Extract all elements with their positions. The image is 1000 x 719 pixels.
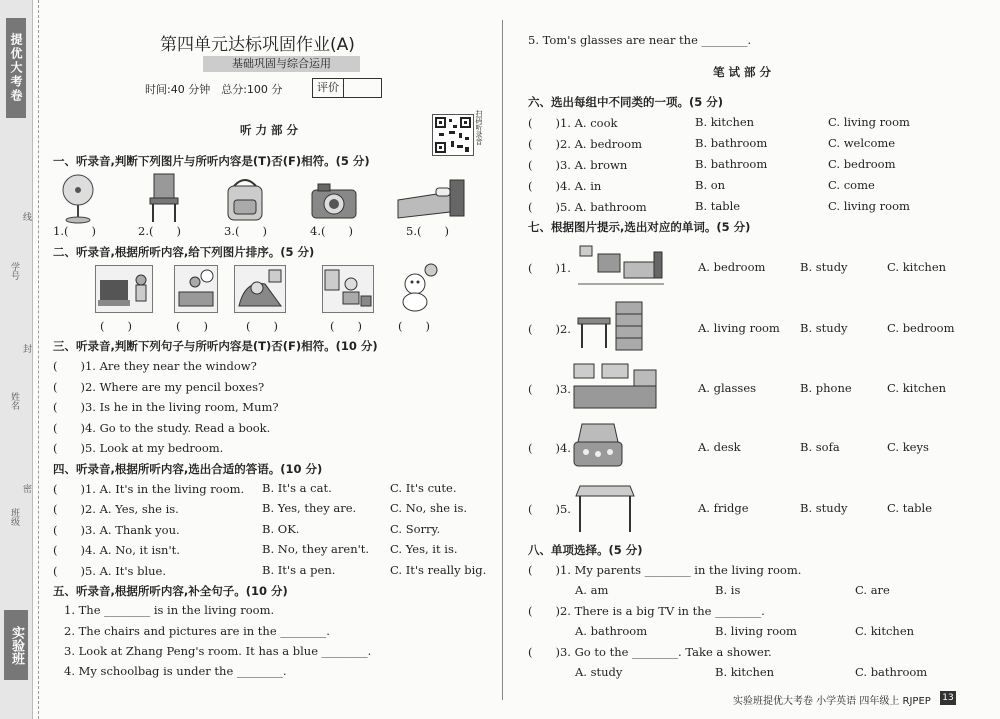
s7-row-1-q[interactable]: ( )1. <box>528 261 571 275</box>
s4-row-1-b[interactable]: B. It's a cat. <box>262 481 332 495</box>
evaluation-box <box>312 78 382 98</box>
section-8-title: 八、单项选择。(5 分) <box>528 543 643 557</box>
time-score-info: 时间:40 分钟 总分:100 分 <box>145 83 283 96</box>
s3-item-3[interactable]: ( )3. Is he in the living room, Mum? <box>53 400 279 414</box>
listening-heading: 听 力 部 分 <box>240 123 299 137</box>
s5-item-5[interactable]: 5. Tom's glasses are near the ________. <box>528 33 752 47</box>
s7-row-3-b[interactable]: B. phone <box>800 381 852 395</box>
s6-row-5-b[interactable]: B. table <box>695 199 741 213</box>
s7-row-1-a[interactable]: A. bedroom <box>698 260 766 274</box>
fan-icon <box>58 172 98 224</box>
s8-row-2-b[interactable]: B. living room <box>715 624 797 638</box>
kitchen-picture <box>572 360 658 412</box>
s1-item-3[interactable]: 3.( ) <box>224 224 267 238</box>
s3-item-4[interactable]: ( )4. Go to the study. Read a book. <box>53 421 271 435</box>
footer-text: 实验班提优大考卷 小学英语 四年级上 RJPEP <box>733 696 931 707</box>
written-heading: 笔 试 部 分 <box>713 65 772 79</box>
s4-row-3-c[interactable]: C. Sorry. <box>390 522 441 536</box>
s1-item-1[interactable]: 1.( ) <box>53 224 96 238</box>
s6-row-3-b[interactable]: B. bathroom <box>695 157 768 171</box>
student-number-field: 学号 <box>9 262 19 280</box>
qr-code-icon[interactable] <box>432 114 474 156</box>
s6-row-2-c[interactable]: C. welcome <box>828 136 896 150</box>
s4-row-2-a[interactable]: ( )2. A. Yes, she is. <box>53 502 179 516</box>
s1-item-5[interactable]: 5.( ) <box>406 224 449 238</box>
s4-row-5-b[interactable]: B. It's a pen. <box>262 563 336 577</box>
eval-label: 评价 <box>313 79 344 97</box>
s8-row-1-c[interactable]: C. are <box>855 583 890 597</box>
section-5-title: 五、听录音,根据所听内容,补全句子。(10 分) <box>53 584 288 598</box>
s7-row-5-b[interactable]: B. study <box>800 501 848 515</box>
s5-item-4[interactable]: 4. My schoolbag is under the ________. <box>64 664 287 678</box>
bedroom-picture <box>578 240 664 296</box>
s4-row-2-b[interactable]: B. Yes, they are. <box>262 501 357 515</box>
s1-item-2[interactable]: 2.( ) <box>138 224 181 238</box>
s3-item-2[interactable]: ( )2. Where are my pencil boxes? <box>53 380 265 394</box>
s6-row-4-b[interactable]: B. on <box>695 178 726 192</box>
s6-row-5-a[interactable]: ( )5. A. bathroom <box>528 200 647 214</box>
watching-tv-picture <box>95 265 153 313</box>
s7-row-4-b[interactable]: B. sofa <box>800 440 840 454</box>
s6-row-5-c[interactable]: C. living room <box>828 199 910 213</box>
s7-row-4-a[interactable]: A. desk <box>698 440 741 454</box>
s6-row-1-b[interactable]: B. kitchen <box>695 115 755 129</box>
section-6-title: 六、选出每组中不同类的一项。(5 分) <box>528 95 724 109</box>
s4-row-1-a[interactable]: ( )1. A. It's in the living room. <box>53 482 245 496</box>
s3-item-5[interactable]: ( )5. Look at my bedroom. <box>53 441 224 455</box>
s7-row-2-q[interactable]: ( )2. <box>528 322 571 336</box>
s6-row-3-c[interactable]: C. bedroom <box>828 157 896 171</box>
s6-row-1-a[interactable]: ( )1. A. cook <box>528 116 618 130</box>
s6-row-2-a[interactable]: ( )2. A. bedroom <box>528 137 642 151</box>
s7-row-3-c[interactable]: C. kitchen <box>887 381 947 395</box>
doing-homework-picture <box>174 265 218 313</box>
s2-item-2[interactable]: ( ) <box>176 319 208 333</box>
s4-row-1-c[interactable]: C. It's cute. <box>390 481 457 495</box>
study-picture <box>574 298 646 354</box>
section-7-title: 七、根据图片提示,选出对应的单词。(5 分) <box>528 220 751 234</box>
s7-row-5-q[interactable]: ( )5. <box>528 502 571 516</box>
seal-mark-seal: 封 <box>21 344 31 353</box>
section-3-title: 三、听录音,判断下列句子与所听内容是(T)否(F)相符。(10 分) <box>53 339 378 353</box>
cartoon-dog-picture <box>395 262 443 314</box>
s7-row-5-a[interactable]: A. fridge <box>698 501 749 515</box>
section-2-title: 二、听录音,根据所听内容,给下列图片排序。(5 分) <box>53 245 315 259</box>
chair-icon <box>146 172 182 224</box>
s7-row-2-a[interactable]: A. living room <box>698 321 780 335</box>
brand-logo-top: 提优大考卷 <box>6 18 26 118</box>
s7-row-3-q[interactable]: ( )3. <box>528 382 571 396</box>
s8-row-2-c[interactable]: C. kitchen <box>855 624 915 638</box>
student-name-field: 姓名 <box>9 392 19 410</box>
s5-item-1[interactable]: 1. The ________ is in the living room. <box>64 603 275 617</box>
s2-item-3[interactable]: ( ) <box>246 319 278 333</box>
s4-row-2-c[interactable]: C. No, she is. <box>390 501 468 515</box>
s1-item-4[interactable]: 4.( ) <box>310 224 353 238</box>
s4-row-4-a[interactable]: ( )4. A. No, it isn't. <box>53 543 180 557</box>
qr-caption: 扫码听录音 <box>475 110 483 145</box>
s5-item-2[interactable]: 2. The chairs and pictures are in the ________. <box>64 624 330 638</box>
s4-row-5-c[interactable]: C. It's really big. <box>390 563 487 577</box>
schoolbag-icon <box>224 174 266 222</box>
s4-row-3-a[interactable]: ( )3. A. Thank you. <box>53 523 180 537</box>
s2-item-4[interactable]: ( ) <box>330 319 362 333</box>
worksheet-title: 第四单元达标巩固作业(A) <box>160 35 355 55</box>
s6-row-4-a[interactable]: ( )4. A. in <box>528 179 602 193</box>
page-number: 13 <box>940 691 956 705</box>
s4-row-4-b[interactable]: B. No, they aren't. <box>262 542 370 556</box>
s8-row-1-a[interactable]: A. am <box>575 583 609 597</box>
s8-row-3-c[interactable]: C. bathroom <box>855 665 928 679</box>
s6-row-2-b[interactable]: B. bathroom <box>695 136 768 150</box>
section-4-title: 四、听录音,根据所听内容,选出合适的答语。(10 分) <box>53 462 323 476</box>
s8-row-2-a[interactable]: A. bathroom <box>575 624 648 638</box>
s7-row-1-b[interactable]: B. study <box>800 260 848 274</box>
s7-row-2-c[interactable]: C. bedroom <box>887 321 955 335</box>
s4-row-4-c[interactable]: C. Yes, it is. <box>390 542 458 556</box>
column-divider <box>502 20 503 700</box>
s4-row-3-b[interactable]: B. OK. <box>262 522 300 536</box>
s8-row-1-b[interactable]: B. is <box>715 583 741 597</box>
s8-row-3-a[interactable]: A. study <box>575 665 623 679</box>
bed-icon <box>396 178 468 222</box>
cut-line <box>38 0 39 719</box>
s8-row-2-q[interactable]: ( )2. There is a big TV in the ________. <box>528 604 765 618</box>
section-1-title: 一、听录音,判断下列图片与所听内容是(T)否(F)相符。(5 分) <box>53 154 370 168</box>
s5-item-3[interactable]: 3. Look at Zhang Peng's room. It has a blue ________. <box>64 644 372 658</box>
table-picture <box>572 478 636 536</box>
s6-row-1-c[interactable]: C. living room <box>828 115 910 129</box>
s7-row-2-b[interactable]: B. study <box>800 321 848 335</box>
s7-row-5-c[interactable]: C. table <box>887 501 933 515</box>
s7-row-3-a[interactable]: A. glasses <box>698 381 757 395</box>
s8-row-3-q[interactable]: ( )3. Go to the ________. Take a shower. <box>528 645 772 659</box>
s4-row-5-a[interactable]: ( )5. A. It's blue. <box>53 564 167 578</box>
sofa-picture <box>572 418 624 474</box>
s7-row-4-c[interactable]: C. keys <box>887 440 929 454</box>
s3-item-1[interactable]: ( )1. Are they near the window? <box>53 359 257 373</box>
camera-icon <box>310 182 358 222</box>
seal-mark-secret: 密 <box>21 484 31 493</box>
s6-row-4-c[interactable]: C. come <box>828 178 875 192</box>
sleeping-picture <box>234 265 286 313</box>
seal-mark-line: 线 <box>21 212 31 221</box>
s6-row-3-a[interactable]: ( )3. A. brown <box>528 158 628 172</box>
worksheet-subtitle: 基础巩固与综合运用 <box>203 56 360 72</box>
brand-logo-bottom: 实验班 <box>4 610 28 680</box>
reading-picture <box>322 265 374 313</box>
s8-row-3-b[interactable]: B. kitchen <box>715 665 775 679</box>
s8-row-1-q[interactable]: ( )1. My parents ________ in the living room. <box>528 563 802 577</box>
class-field: 班级 <box>9 508 19 526</box>
s2-item-5[interactable]: ( ) <box>398 319 430 333</box>
s7-row-4-q[interactable]: ( )4. <box>528 441 571 455</box>
s2-item-1[interactable]: ( ) <box>100 319 132 333</box>
s7-row-1-c[interactable]: C. kitchen <box>887 260 947 274</box>
